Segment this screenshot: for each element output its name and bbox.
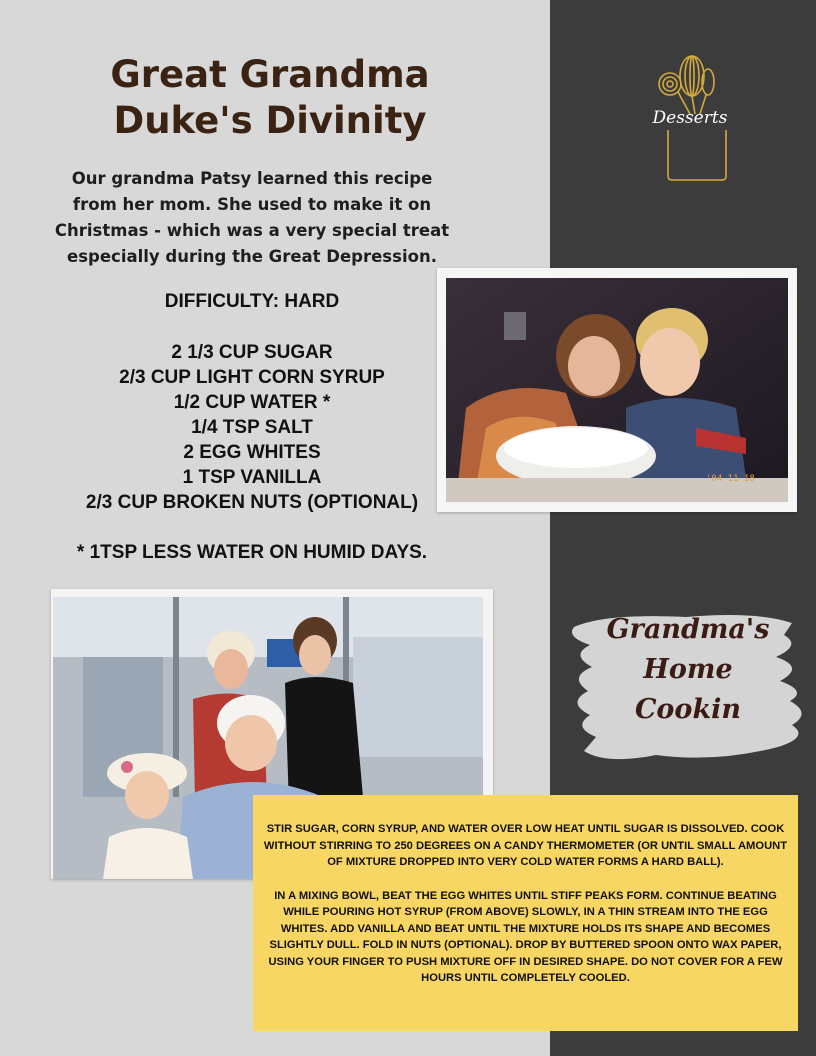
title-line-1: Great Grandma	[110, 53, 430, 96]
ingredient-item: 2 EGG WHITES	[183, 442, 321, 463]
ingredient-item: 1/2 CUP WATER *	[173, 392, 331, 413]
instruction-step: IN A MIXING BOWL, BEAT THE EGG WHITES UNTIL STIFF PEAKS FORM. CONTINUE BEATING WHILE POURING HOT SYRUP (FROM ABOVE) SLOWLY, IN A THIN STREAM INTO THE EGG WHITES. ADD VANILLA AND BEAT UNTIL THE MIXTURE HOLDS ITS SHAPE AND BECOMES SLIGHTLY DULL. FOLD IN NUTS (OPTIONAL). DROP BY BUTTERED SPOON ONTO WAX PAPER, USING YOUR FINGER TO PUSH MIXTURE OFF IN DESIRED SHAPE. DO NOT COVER FOR A FEW HOURS UNTIL COMPLETELY COOLED.	[268, 889, 783, 984]
intro-line: Our grandma Patsy learned this recipe	[71, 169, 433, 188]
intro-line: Christmas - which was a very special treat	[54, 221, 450, 240]
humidity-note: * 1TSP LESS WATER ON HUMID DAYS.	[76, 542, 428, 563]
recipe-intro	[40, 166, 464, 270]
photo-kids-image	[446, 278, 788, 502]
ingredient-item: 2/3 CUP LIGHT CORN SYRUP	[119, 367, 385, 388]
ingredient-item: 1/4 TSP SALT	[191, 417, 313, 438]
intro-line: especially during the Great Depression.	[67, 247, 437, 266]
category-label: Desserts	[652, 108, 728, 128]
photo-date-stamp: '04 11 18	[706, 474, 755, 484]
instruction-step: STIR SUGAR, CORN SYRUP, AND WATER OVER LOW HEAT UNTIL SUGAR IS DISSOLVED. COOK WITHOUT STIRRING TO 250 DEGREES ON A CANDY THERMOMETER (OR UNTIL SMALL AMOUNT OF MIXTURE DROPPED INTO VERY COLD WATER FORMS A HARD BALL).	[263, 823, 788, 868]
intro-line: from her mom. She used to make it on	[72, 195, 432, 214]
ingredient-item: 2/3 CUP BROKEN NUTS (OPTIONAL)	[85, 492, 419, 513]
banner-title	[568, 610, 808, 730]
instructions-box	[253, 795, 798, 1031]
ingredient-item: 2 1/3 CUP SUGAR	[171, 342, 333, 363]
banner-line-3: Cookin	[634, 694, 742, 725]
title-line-2: Duke's Divinity	[113, 99, 427, 142]
banner-line-1: Grandma's	[606, 614, 770, 645]
banner-line-2: Home	[643, 654, 733, 685]
ingredient-item: 1 TSP VANILLA	[182, 467, 322, 488]
recipe-title	[40, 52, 500, 144]
ingredients-list	[40, 340, 464, 515]
difficulty-label: DIFFICULTY: HARD	[164, 291, 340, 312]
